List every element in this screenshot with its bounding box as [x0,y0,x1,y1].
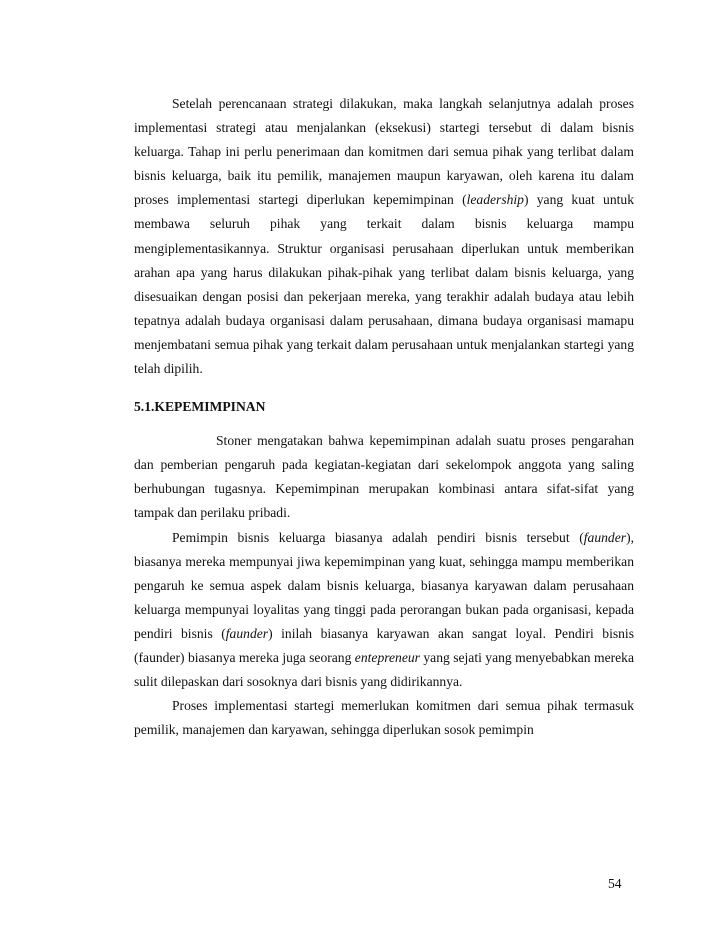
paragraph-implementation: Proses implementasi startegi memerlukan komitmen dari semua pihak termasuk pemilik, manajemen dan karyawan, sehingga diperlukan sosok pemimpin [134,698,634,738]
paragraph-intro [134,92,634,381]
italic-term: leadership [466,192,524,208]
text-run: ) inilah biasanya karyawan akan sangat loyal. Pendiri bisnis (faunder) biasanya mereka juga seorang [134,625,634,665]
page-number: 54 [608,876,622,891]
paragraph-leader [134,526,634,695]
text-run: yang sejati yang menyebabkan mereka sulit dilepaskan dari sosoknya dari bisnis yang didirikannya. [134,649,634,690]
body-text [134,92,634,742]
text-run: Setelah perencanaan strategi dilakukan, maka langkah selanjutnya adalah proses implementasi strategi atau menjalankan (eksekusi) startegi tersebut di dalam bisnis keluarga. Tahap ini perlu penerimaan dan komitmen dari semua pihak yang terlibat dalam bisnis keluarga, baik itu pemilik, manajemen maupun karyawan, oleh karena itu dalam proses implementasi startegi diperlukan kepemimpinan ( [134,96,634,208]
italic-term: faunder [225,625,269,641]
italic-term: entepreneur [354,649,420,665]
text-run: ) yang kuat untuk membawa seluruh pihak yang terkait dalam bisnis keluarga mampu mengiplementasikannya. Struktur organisasi perusahaan diperlukan untuk memberikan arahan apa yang harus dilakukan pihak-pihak yang terlibat dalam bisnis keluarga, yang disesuaikan dengan posisi dan pekerjaan mereka, yang terakhir adalah budaya atau lebih tepatnya adalah budaya organisasi dalam perusahaan, dimana budaya organisasi mamapu menjembatani semua pihak yang terkait dalam perusahaan untuk menjalankan startegi yang telah dipilih. [134,192,635,377]
text-run: Pemimpin bisnis keluarga biasanya adalah pendiri bisnis tersebut ( [172,529,584,545]
section-heading: 5.1.KEPEMIMPINAN [134,399,266,415]
italic-term: faunder [583,529,627,545]
paragraph-stoner: Stoner mengatakan bahwa kepemimpinan adalah suatu proses pengarahan dan pemberian pengaruh pada kegiatan-kegiatan dari sekelompok anggota yang saling berhubungan tugasnya. Kepemimpinan merupakan kombinasi antara sifat-sifat yang tampak dan perilaku pribadi. [134,433,634,521]
text-run: ), biasanya mereka mempunyai jiwa kepemimpinan yang kuat, sehingga mampu memberikan pengaruh ke semua aspek dalam bisnis keluarga, biasanya karyawan dalam perusahaan keluarga mempunyai loyalitas yang tinggi pada perorangan bukan pada organisasi, kepada pendiri bisnis ( [134,529,634,641]
